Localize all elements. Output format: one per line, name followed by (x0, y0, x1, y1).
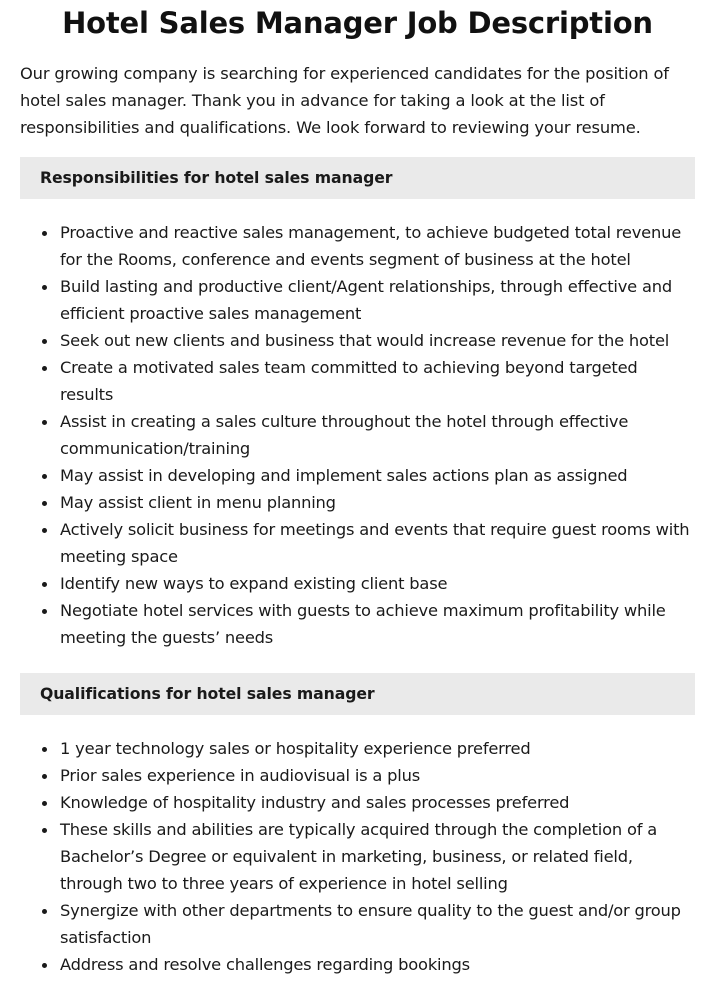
list-item: Seek out new clients and business that would increase revenue for the hotel (60, 327, 695, 354)
list-item: These skills and abilities are typically acquired through the completion of a Bachelor’s Degree or equivalent in marketing, business, or related field, through two to three years of experience in hotel selling (60, 816, 695, 897)
qualifications-list (20, 735, 695, 978)
job-description-page (20, 0, 695, 978)
responsibilities-header: Responsibilities for hotel sales manager (20, 157, 695, 199)
list-item: Synergize with other departments to ensure quality to the guest and/or group satisfaction (60, 897, 695, 951)
list-item: Create a motivated sales team committed to achieving beyond targeted results (60, 354, 695, 408)
responsibilities-list (20, 219, 695, 651)
page-title: Hotel Sales Manager Job Description (62, 6, 653, 40)
list-item: Build lasting and productive client/Agent relationships, through effective and efficient proactive sales management (60, 273, 695, 327)
list-item: Proactive and reactive sales management, to achieve budgeted total revenue for the Rooms, conference and events segment of business at the hotel (60, 219, 695, 273)
list-item: Prior sales experience in audiovisual is a plus (60, 762, 695, 789)
intro-paragraph: Our growing company is searching for experienced candidates for the position of hotel sales manager. Thank you in advance for taking a look at the list of responsibilities and qualifications. We look forward to reviewing your resume. (20, 64, 669, 137)
list-item: Address and resolve challenges regarding bookings (60, 951, 695, 978)
list-item: Negotiate hotel services with guests to achieve maximum profitability while meeting the guests’ needs (60, 597, 695, 651)
list-item: Knowledge of hospitality industry and sales processes preferred (60, 789, 695, 816)
list-item: May assist in developing and implement sales actions plan as assigned (60, 462, 695, 489)
list-item: Actively solicit business for meetings and events that require guest rooms with meeting space (60, 516, 695, 570)
list-item: Identify new ways to expand existing client base (60, 570, 695, 597)
list-item: May assist client in menu planning (60, 489, 695, 516)
list-item: Assist in creating a sales culture throughout the hotel through effective communication/training (60, 408, 695, 462)
qualifications-header: Qualifications for hotel sales manager (20, 673, 695, 715)
list-item: 1 year technology sales or hospitality experience preferred (60, 735, 695, 762)
